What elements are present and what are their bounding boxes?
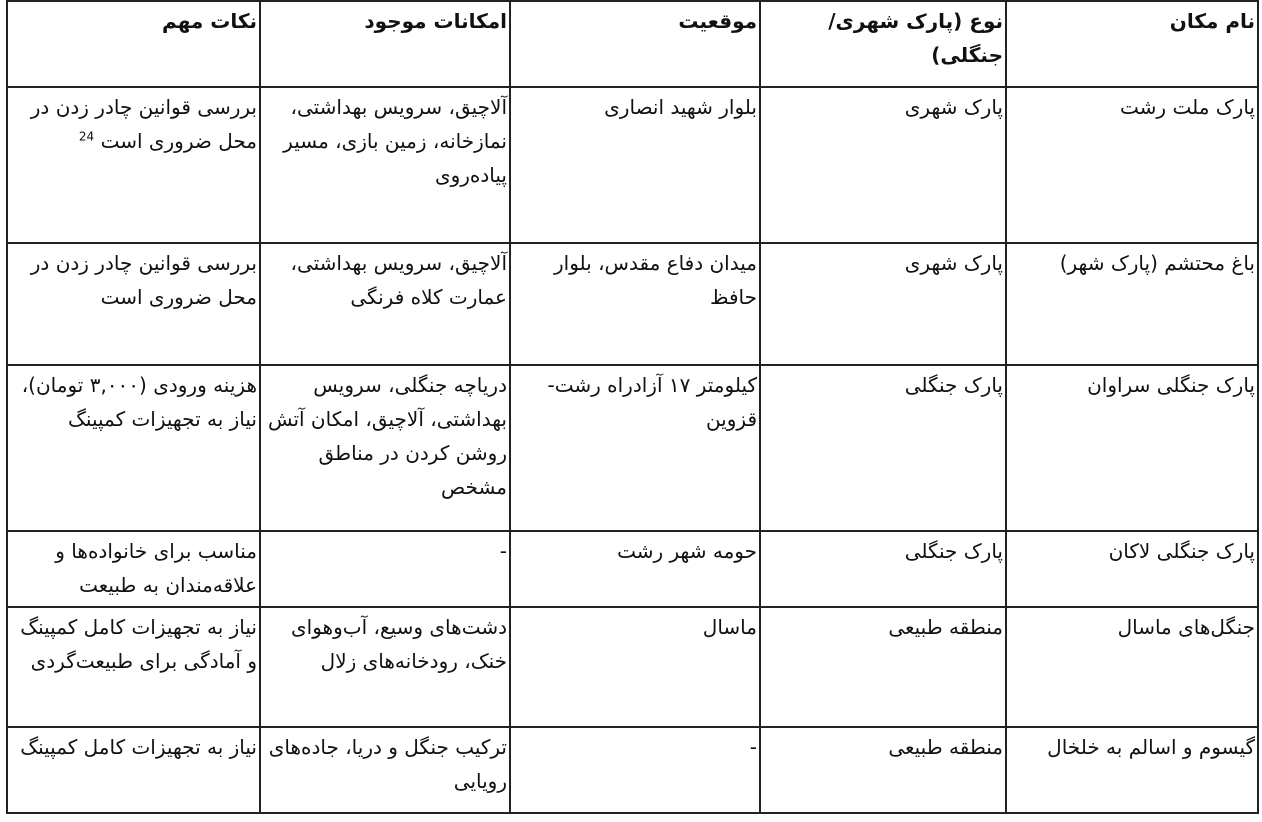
table-row (7, 607, 1258, 727)
table-row (7, 531, 1258, 607)
cell-notes: مناسب برای خانواده‌ها و علاقه‌مندان به طبیعت (7, 531, 260, 607)
cell-type: پارک جنگلی (760, 365, 1006, 531)
cell-notes: نیاز به تجهیزات کامل کمپینگ (7, 727, 260, 813)
cell-notes: نیاز به تجهیزات کامل کمپینگ و آمادگی برای طبیعت‌گردی (7, 607, 260, 727)
cell-facilities: - (260, 531, 510, 607)
cell-facilities: ترکیب جنگل و دریا، جاده‌های رویایی (260, 727, 510, 813)
cell-type: منطقه طبیعی (760, 727, 1006, 813)
table-row (7, 727, 1258, 813)
cell-name: پارک ملت رشت (1006, 87, 1258, 243)
header-notes: نکات مهم (7, 1, 260, 87)
cell-name: پارک جنگلی سراوان (1006, 365, 1258, 531)
cell-name: گیسوم و اسالم به خلخال (1006, 727, 1258, 813)
table-row (7, 243, 1258, 365)
cell-facilities: آلاچیق، سرویس بهداشتی، عمارت کلاه فرنگی (260, 243, 510, 365)
cell-type: پارک شهری (760, 243, 1006, 365)
cell-location: بلوار شهید انصاری (510, 87, 760, 243)
header-facilities: امکانات موجود (260, 1, 510, 87)
cell-notes (7, 87, 260, 243)
cell-location: - (510, 727, 760, 813)
footnote-ref[interactable]: 24 (78, 129, 95, 144)
cell-name: جنگل‌های ماسال (1006, 607, 1258, 727)
cell-location: حومه شهر رشت (510, 531, 760, 607)
cell-facilities: دشت‌های وسیع، آب‌وهوای خنک، رودخانه‌های زلال (260, 607, 510, 727)
cell-facilities: دریاچه جنگلی، سرویس بهداشتی، آلاچیق، امکان آتش روشن کردن در مناطق مشخص (260, 365, 510, 531)
cell-notes: بررسی قوانین چادر زدن در محل ضروری است (7, 243, 260, 365)
cell-type: پارک جنگلی (760, 531, 1006, 607)
parks-table (6, 0, 1259, 814)
cell-location: میدان دفاع مقدس، بلوار حافظ (510, 243, 760, 365)
cell-notes: هزینه ورودی (۳,۰۰۰ تومان)، نیاز به تجهیزات کمپینگ (7, 365, 260, 531)
header-location: موقعیت (510, 1, 760, 87)
header-name: نام مکان (1006, 1, 1258, 87)
cell-type: پارک شهری (760, 87, 1006, 243)
header-type: نوع (پارک شهری/جنگلی) (760, 1, 1006, 87)
table-row (7, 87, 1258, 243)
cell-name: باغ محتشم (پارک شهر) (1006, 243, 1258, 365)
cell-facilities: آلاچیق، سرویس بهداشتی، نمازخانه، زمین بازی، مسیر پیاده‌روی (260, 87, 510, 243)
cell-location: کیلومتر ۱۷ آزادراه رشت-قزوین (510, 365, 760, 531)
table-row (7, 365, 1258, 531)
cell-name: پارک جنگلی لاکان (1006, 531, 1258, 607)
cell-location: ماسال (510, 607, 760, 727)
note-text: بررسی قوانین چادر زدن در محل ضروری است (30, 95, 257, 153)
cell-type: منطقه طبیعی (760, 607, 1006, 727)
header-row (7, 1, 1258, 87)
